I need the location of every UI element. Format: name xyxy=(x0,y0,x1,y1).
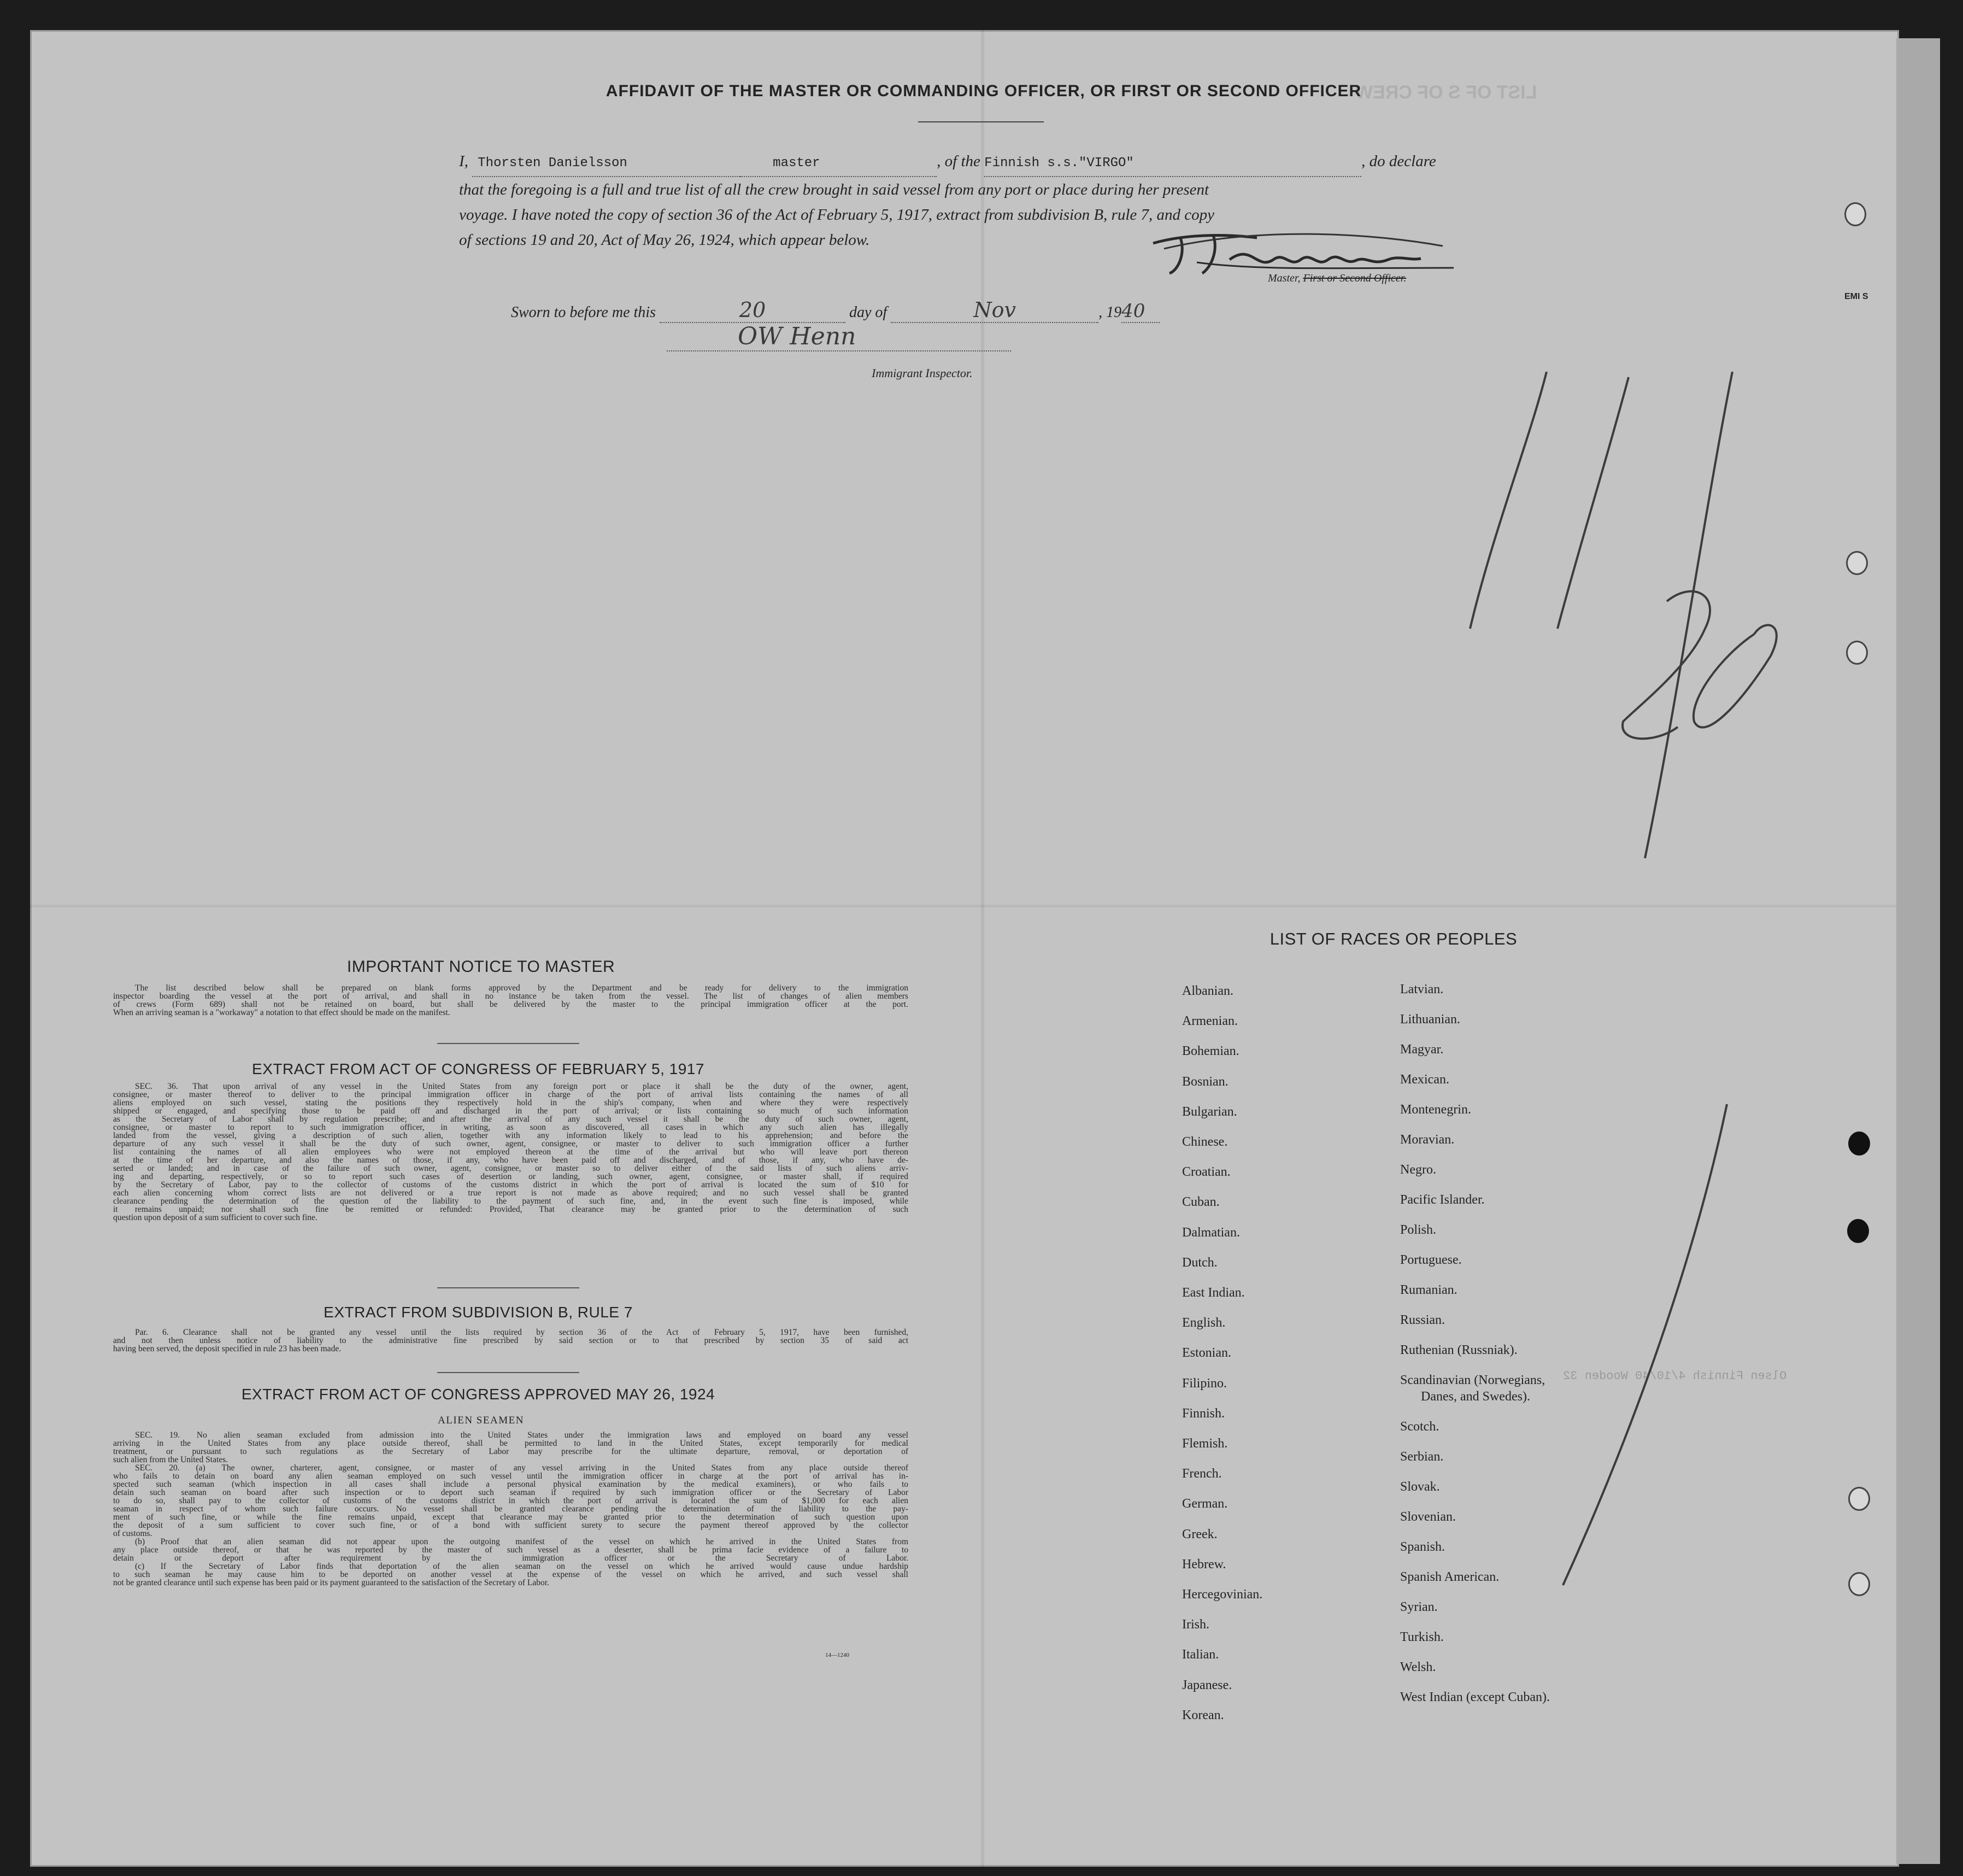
text-line: question upon deposit of a sum sufficient to cover such fine. xyxy=(113,1213,318,1222)
master-caption xyxy=(1268,272,1406,285)
bleed-through-header: LIST OF S OF CREW xyxy=(1355,82,1537,103)
text-line: who fails to detain on board any alien seaman employed on such vessel until the immigration officer in charge at the port of arrival has in- xyxy=(113,1472,908,1481)
race-item: Rumanian. xyxy=(1400,1283,1457,1297)
race-item: Korean. xyxy=(1182,1708,1224,1722)
race-item: Flemish. xyxy=(1182,1437,1228,1451)
text-line: as the Secretary of Labor shall by regulation prescribe; and after the arrival of any such vessel it shall be the duty of such owner, agent, xyxy=(113,1115,908,1124)
race-item: Armenian. xyxy=(1182,1014,1238,1029)
race-item: Bohemian. xyxy=(1182,1044,1239,1059)
race-item: East Indian. xyxy=(1182,1286,1245,1300)
race-item: Russian. xyxy=(1400,1313,1445,1327)
race-item: Syrian. xyxy=(1400,1600,1438,1614)
inspector-label: Immigrant Inspector. xyxy=(872,366,973,380)
text-line: consignee, or master to report to such immigration officer, in writing, as soon as discovered, all cases in which any such alien has illegally xyxy=(113,1123,908,1132)
fold-line-horizontal xyxy=(30,905,1899,907)
text-line: SEC. 19. No alien seaman excluded from admission into the United States under the immigration laws and employed on board any vessel xyxy=(135,1431,908,1440)
master-name-field: Thorsten Danielsson xyxy=(472,151,740,177)
race-item: Bulgarian. xyxy=(1182,1104,1237,1119)
text-line: landed from the vessel, giving a description of such alien, together with any information likely to lead to his apprehension; and before the xyxy=(113,1131,908,1140)
day-of-label: day of xyxy=(849,304,888,321)
text-line: by the Secretary of Labor, pay to the collector of customs of the customs district in which the port of arrival is located the sum of $10 for xyxy=(113,1180,908,1189)
binder-hole xyxy=(1848,1487,1870,1511)
rank-field: master xyxy=(740,151,937,177)
form-number: 14—1240 xyxy=(825,1652,849,1658)
text-line: list containing the names of all alien employees who were not employed thereon at the time of the arrival but who will leave port thereon xyxy=(113,1147,908,1157)
text-line: detain or deport after requirement by the immigration officer or the Secretary of Labor. xyxy=(113,1553,908,1563)
text-line: it remains unpaid; nor shall such fine be remitted or refunded: Provided, That clearance may be granted prior to the determination of such xyxy=(113,1205,908,1214)
race-item: Turkish. xyxy=(1400,1630,1444,1644)
race-item: English. xyxy=(1182,1316,1226,1330)
race-item: Estonian. xyxy=(1182,1346,1231,1361)
sworn-day-field: 20 xyxy=(660,298,845,323)
binder-hole xyxy=(1846,551,1868,575)
race-item: Japanese. xyxy=(1182,1678,1232,1692)
declaration-line-1 xyxy=(459,149,1497,177)
race-item: Dutch. xyxy=(1182,1255,1218,1270)
text-line: shipped or engaged, and specifying those to be paid off and discharged in the port of arrival; or lists containing so much of such information xyxy=(113,1106,908,1116)
declaration-line-4: of sections 19 and 20, Act of May 26, 1924, which appear below. xyxy=(459,231,870,249)
declaration-line-2: that the foregoing is a full and true list of all the crew brought in said vessel from any port or place during her present xyxy=(459,181,1209,198)
text-line: any place outside thereof, or that he was reported by the master of such vessel as a deserter, shall be prima facie evidence of a failure to xyxy=(113,1545,908,1555)
text-line: ing and departing, respectively, or so to report such cases of desertion or landing, such owner, agent, consignee, or master shall, if required xyxy=(113,1172,908,1181)
race-item: Chinese. xyxy=(1182,1135,1228,1149)
section-divider xyxy=(437,1043,579,1044)
vessel-field: Finnish s.s."VIRGO" xyxy=(984,151,1361,177)
race-item: Portuguese. xyxy=(1400,1253,1462,1267)
text-line: seaman in respect of whom such failure occurs. No vessel shall be granted clearance pending the determination of the liability to the pay- xyxy=(113,1504,908,1514)
bleed-through-typing: Olsen Finnish 4/10/40 Wooden 32 xyxy=(1563,1369,1787,1383)
title-underline xyxy=(918,121,1044,122)
race-item: Italian. xyxy=(1182,1648,1219,1662)
race-item: West Indian (except Cuban). xyxy=(1400,1690,1550,1704)
extract-1924-heading: EXTRACT FROM ACT OF CONGRESS APPROVED MAY 26, 1924 xyxy=(241,1386,715,1403)
text-line: Par. 6. Clearance shall not be granted any vessel until the lists required by section 36 of the Act of February 5, 1917, have been furnished, xyxy=(135,1328,908,1337)
binder-hole xyxy=(1844,202,1866,226)
race-item: Scotch. xyxy=(1400,1420,1439,1434)
text-line: at the time of her departure, and also the names of those, if any, who have been paid off and discharged, and of those, if any, who have de- xyxy=(113,1156,908,1165)
affidavit-title: AFFIDAVIT OF THE MASTER OR COMMANDING OFFICER, OR FIRST OR SECOND OFFICER xyxy=(606,82,1362,100)
race-item: Spanish. xyxy=(1400,1540,1445,1554)
text-line: departure of any such vessel it shall be the duty of such owner, agent, consignee, or master to deliver to such immigration officer a further xyxy=(113,1139,908,1148)
text-line: treatment, or pursuant to such regulations as the Secretary of Labor may prescribe for the ultimate departure, removal, or deportation of xyxy=(113,1447,908,1456)
text-line: spected such seaman (which inspection in all cases shall include a personal physical examination by the medical examiners), or who fails to xyxy=(113,1480,908,1489)
race-item: French. xyxy=(1182,1467,1222,1481)
race-item: Slovenian. xyxy=(1400,1510,1456,1524)
race-item: Welsh. xyxy=(1400,1660,1436,1674)
text-line: to such seaman he may cause him to be deported on another vessel at the expense of the vessel on which he arrived, and such vessel shall xyxy=(113,1570,908,1579)
extract-rule7-heading: EXTRACT FROM SUBDIVISION B, RULE 7 xyxy=(324,1304,633,1321)
race-item: German. xyxy=(1182,1497,1228,1511)
race-item: Mexican. xyxy=(1400,1072,1449,1087)
race-item: Greek. xyxy=(1182,1527,1218,1541)
sworn-month-field: Nov xyxy=(891,298,1098,323)
binder-hole xyxy=(1846,641,1868,665)
race-item: Latvian. xyxy=(1400,982,1444,996)
year-prefix: , 19 xyxy=(1098,304,1122,321)
race-item: Cuban. xyxy=(1182,1195,1220,1210)
text-line: SEC. 36. That upon arrival of any vessel in the United States from any foreign port or place it shall be the duty of the owner, agent, xyxy=(135,1082,908,1091)
i-label: I, xyxy=(459,153,468,170)
extract-1924-body xyxy=(113,1431,908,1587)
race-item: Polish. xyxy=(1400,1223,1437,1237)
text-line: detain such seaman on board after such inspection or to deport such seaman if required by such immigration officer or the Secretary of Labor xyxy=(113,1488,908,1497)
declaration-line-3: voyage. I have noted the copy of section 36 of the Act of February 5, 1917, extract from subdivision B, rule 7, and copy xyxy=(459,206,1215,224)
sworn-label: Sworn to before me this xyxy=(511,304,656,321)
race-item: Scandinavian (Norwegians, xyxy=(1400,1373,1545,1387)
race-item: Hercegovinian. xyxy=(1182,1587,1263,1602)
race-item: Albanian. xyxy=(1182,984,1233,998)
of-the-label: , of the xyxy=(937,153,980,170)
pencil-date-annotation xyxy=(1448,372,1831,864)
race-item: Pacific Islander. xyxy=(1400,1193,1485,1207)
text-line: (c) If the Secretary of Labor finds that deportation of the alien seaman on the vessel on which he arrived would cause undue hardship xyxy=(135,1562,908,1571)
race-item: Dalmatian. xyxy=(1182,1225,1240,1240)
text-line: serted or landed; and in case of the failure of such owner, agent, consignee, or master so to deliver either of the said lists of such aliens arriv- xyxy=(113,1164,908,1173)
extract-rule7-body xyxy=(113,1328,908,1353)
race-item: Magyar. xyxy=(1400,1042,1444,1057)
text-line: consignee, or master thereof to deliver to the principal immigration officer in charge of the port of arrival lists containing the names of all xyxy=(113,1090,908,1099)
text-line: (b) Proof that an alien seaman did not appear upon the outgoing manifest of the vessel on which he arrived in the United States from xyxy=(135,1537,908,1546)
text-line: SEC. 20. (a) The owner, charterer, agent, consignee, or master of any vessel arriving in the United States from any place outside thereof xyxy=(135,1463,908,1473)
text-line: inspector boarding the vessel at the port of arrival, and shall in no instance be taken from the vessel. The list of changes of alien members xyxy=(113,992,908,1001)
sworn-year-field: 40 xyxy=(1121,300,1160,323)
race-item: Danes, and Swedes). xyxy=(1421,1390,1530,1404)
text-line: each alien concerning whom correct lists are not delivered or a true report is not made as above required; and no such vessel shall be granted xyxy=(113,1188,908,1198)
text-line: having been served, the deposit specified in rule 23 has been made. xyxy=(113,1344,342,1353)
text-line: arriving in the United States from any place outside thereof, shall be permitted to land in the United States, except temporarily for medical xyxy=(113,1439,908,1448)
do-declare-label: , do declare xyxy=(1361,153,1436,170)
text-line: aliens employed on such vessel, stating the positions they respectively hold in the ship's company, when and where they were respectively xyxy=(113,1098,908,1107)
binder-hole xyxy=(1848,1132,1870,1156)
extract-1917-heading: EXTRACT FROM ACT OF CONGRESS OF FEBRUARY 5, 1917 xyxy=(252,1060,704,1077)
race-item: Negro. xyxy=(1400,1163,1436,1177)
race-item: Spanish American. xyxy=(1400,1570,1500,1584)
race-item: Slovak. xyxy=(1400,1480,1440,1494)
notice-body xyxy=(113,984,908,1017)
text-line: the deposit of a sum sufficient to cover such fine, or of a bond with sufficient surety to secure the payment thereof approved by the collector xyxy=(113,1521,908,1530)
race-item: Filipino. xyxy=(1182,1376,1227,1391)
inspector-signature: OW Henn xyxy=(667,323,951,361)
race-item: Serbian. xyxy=(1400,1450,1444,1464)
notice-heading: IMPORTANT NOTICE TO MASTER xyxy=(346,958,615,976)
text-line: The list described below shall be prepared on blank forms approved by the Department and be ready for delivery to the immigration xyxy=(135,983,908,993)
races-heading: LIST OF RACES OR PEOPLES xyxy=(1270,929,1518,948)
binder-hole xyxy=(1847,1219,1869,1243)
section-divider xyxy=(437,1287,579,1288)
binder-hole xyxy=(1848,1572,1870,1596)
text-line: not be granted clearance until such expense has been paid or its payment guaranteed to the satisfaction of the Secretary of Labor. xyxy=(113,1578,549,1587)
underlying-page-edge xyxy=(1896,38,1940,1864)
race-item: Moravian. xyxy=(1400,1133,1455,1147)
text-line: clearance pending the determination of the question of the liability to the payment of such fine, and, in the event such fine is imposed, while xyxy=(113,1197,908,1206)
race-item: Croatian. xyxy=(1182,1165,1231,1180)
text-line: When an arriving seaman is a "workaway" a notation to that effect should be made on the manifest. xyxy=(113,1008,450,1017)
section-divider xyxy=(437,1372,579,1373)
text-line: ment of such fine, or while the fine remains unpaid, except that clearance may be granted prior to the determination of such question upon xyxy=(113,1512,908,1522)
text-line: of customs. xyxy=(113,1529,152,1538)
race-item: Finnish. xyxy=(1182,1406,1225,1421)
text-line: and not then unless notice of liability to the administrative fine prescribed by said section or to that prescribed by section 35 of said act xyxy=(113,1336,908,1345)
extract-1917-body xyxy=(113,1082,908,1222)
sworn-line xyxy=(511,298,1160,323)
race-item: Bosnian. xyxy=(1182,1074,1229,1089)
race-item: Ruthenian (Russniak). xyxy=(1400,1343,1518,1357)
text-line: of crews (Form 689) shall not be retained on board, but shall be delivered by the master to the principal immigration officer at the port. xyxy=(113,1000,908,1009)
race-item: Lithuanian. xyxy=(1400,1012,1460,1027)
race-item: Montenegrin. xyxy=(1400,1103,1471,1117)
master-caption-label: Master, xyxy=(1268,272,1301,284)
race-item: Irish. xyxy=(1182,1617,1209,1632)
race-item: Hebrew. xyxy=(1182,1557,1226,1572)
alien-seamen-subheading: ALIEN SEAMEN xyxy=(438,1415,524,1426)
pencil-check-slash xyxy=(1519,1099,1738,1591)
text-line: such alien from the United States. xyxy=(113,1455,228,1464)
edge-stamp-text: EMI S xyxy=(1844,292,1868,301)
struck-officer-caption: First or Second Officer. xyxy=(1303,272,1407,284)
text-line: to do so, shall pay to the collector of customs of the customs district in which the port of arrival is located the sum of $1,000 for each alien xyxy=(113,1496,908,1505)
